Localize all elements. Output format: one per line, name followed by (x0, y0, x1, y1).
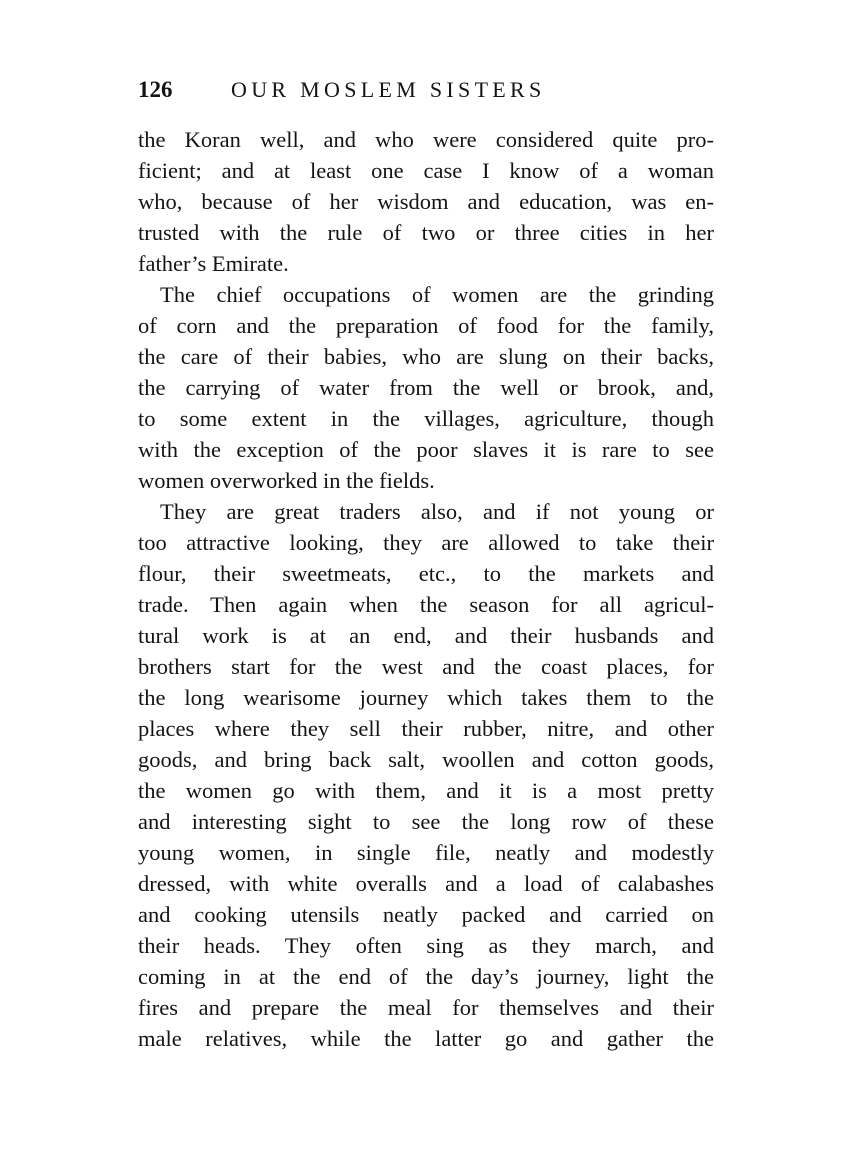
running-head (138, 70, 718, 110)
text-line: ficient; and at least one case I know of a woman (138, 158, 714, 183)
text-line: and cooking utensils neatly packed and carried on (138, 902, 714, 927)
text-line: flour, their sweetmeats, etc., to the markets and (138, 561, 714, 586)
text-line: too attractive looking, they are allowed to take their (138, 530, 714, 555)
text-line: with the exception of the poor slaves it is rare to see (138, 437, 714, 462)
text-line: tural work is at an end, and their husbands and (138, 623, 714, 648)
text-line: the women go with them, and it is a most pretty (138, 778, 714, 803)
paragraph (138, 124, 714, 279)
text-line: of corn and the preparation of food for the family, (138, 313, 714, 338)
text-line: their heads. They often sing as they march, and (138, 933, 714, 958)
text-line: the Koran well, and who were considered quite pro- (138, 127, 714, 152)
text-line: places where they sell their rubber, nitre, and other (138, 716, 714, 741)
text-line: the long wearisome journey which takes them to the (138, 685, 714, 710)
text-line: trusted with the rule of two or three cities in her (138, 220, 714, 245)
text-line: and interesting sight to see the long row of these (138, 809, 714, 834)
paragraph (138, 279, 714, 496)
text-line: the carrying of water from the well or brook, and, (138, 375, 714, 400)
text-line: coming in at the end of the day’s journey, light the (138, 964, 714, 989)
text-line: young women, in single file, neatly and modestly (138, 840, 714, 865)
running-title: OUR MOSLEM SISTERS (231, 77, 546, 102)
text-line: women overworked in the fields. (138, 468, 435, 493)
text-line: The chief occupations of women are the grinding (160, 282, 714, 307)
text-line: fires and prepare the meal for themselves and their (138, 995, 714, 1020)
page-number: 126 (138, 77, 173, 102)
text-line: who, because of her wisdom and education, was en- (138, 189, 714, 214)
text-line: male relatives, while the latter go and gather the (138, 1026, 714, 1051)
text-line: to some extent in the villages, agriculture, though (138, 406, 714, 431)
body-text (138, 124, 714, 1054)
text-line: dressed, with white overalls and a load of calabashes (138, 871, 714, 896)
text-line: goods, and bring back salt, woollen and cotton goods, (138, 747, 714, 772)
text-line: brothers start for the west and the coast places, for (138, 654, 714, 679)
text-line: They are great traders also, and if not young or (160, 499, 714, 524)
paragraph (138, 496, 714, 1054)
text-line: trade. Then again when the season for all agricul- (138, 592, 714, 617)
text-line: the care of their babies, who are slung on their backs, (138, 344, 714, 369)
text-line: father’s Emirate. (138, 251, 289, 276)
